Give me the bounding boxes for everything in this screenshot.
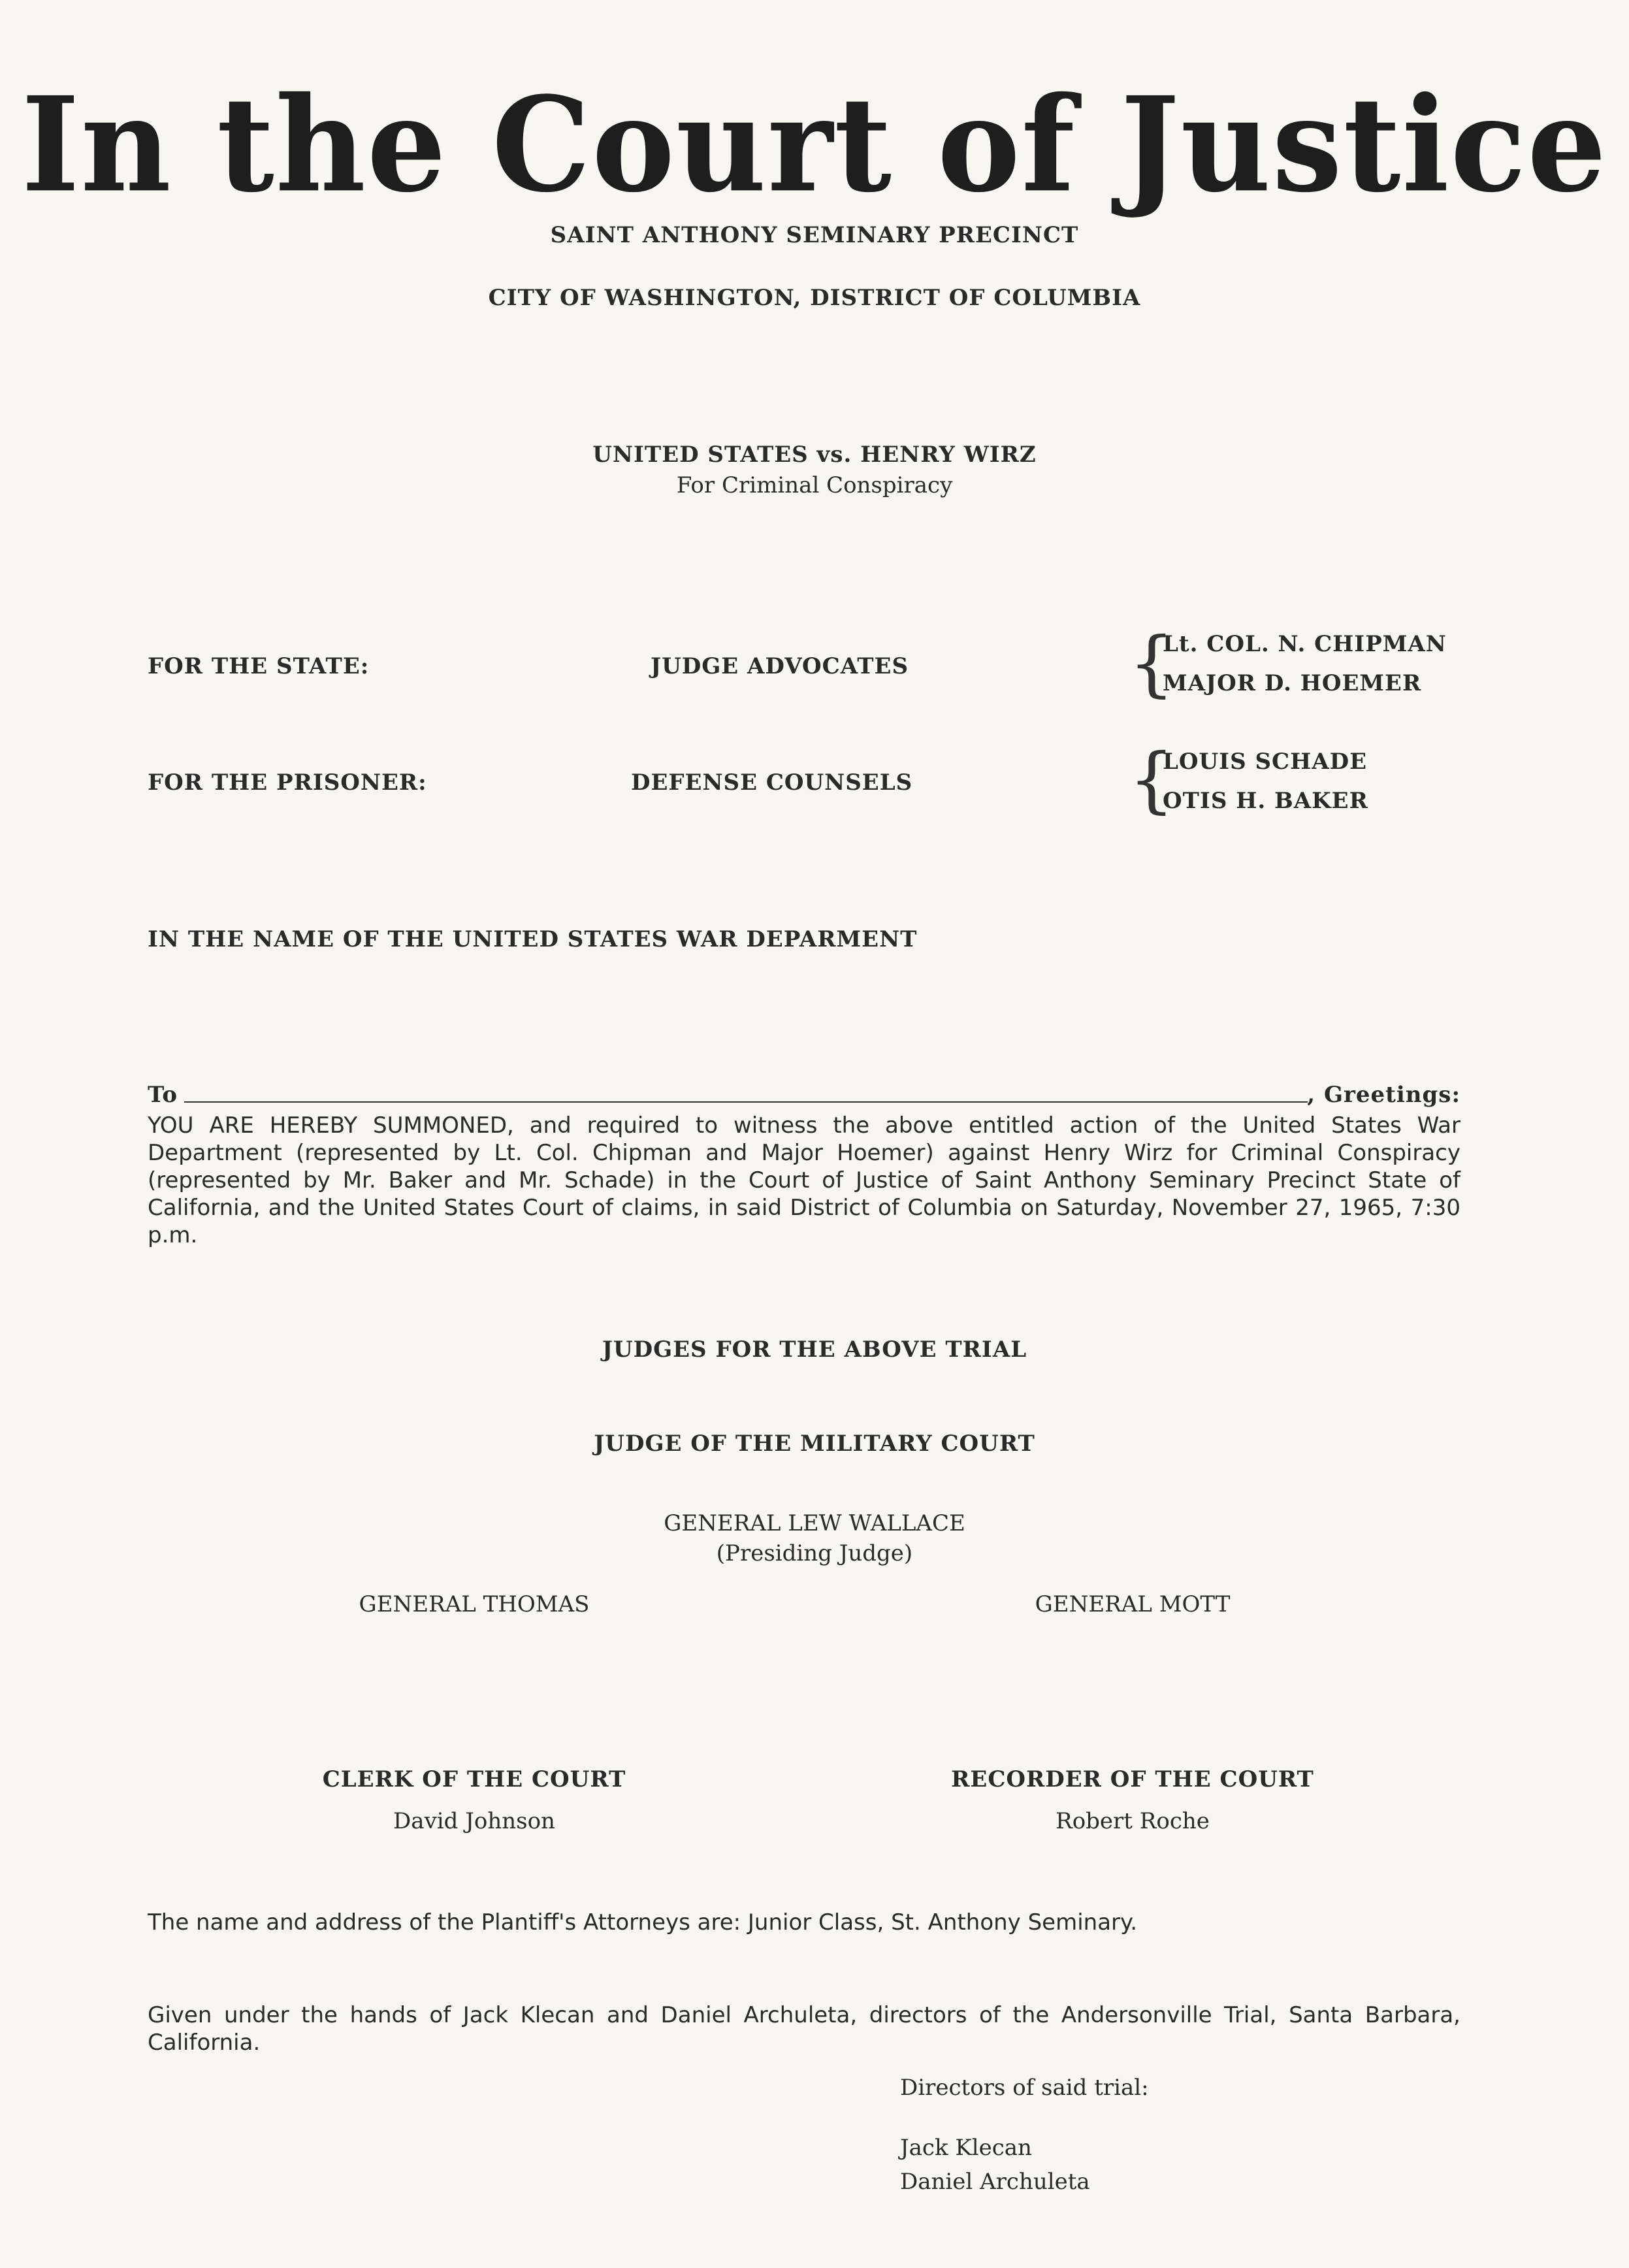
- prisoner-brace-icon: {: [1129, 737, 1174, 821]
- given-text: Given under the hands of Jack Klecan and Daniel Archuleta, directors of the Andersonville Trial, Santa Barbara, California.: [148, 2002, 1460, 2056]
- precinct-heading: SAINT ANTHONY SEMINARY PRECINCT: [550, 222, 1079, 248]
- judge-right: GENERAL MOTT: [1035, 1591, 1231, 1617]
- state-label: FOR THE STATE:: [148, 653, 370, 679]
- prisoner-name-1: LOUIS SCHADE: [1163, 749, 1367, 775]
- attorneys-text: The name and address of the Plantiff's Attorneys are: Junior Class, St. Anthony Seminary.: [148, 1909, 1138, 1936]
- to-label: To: [148, 1082, 178, 1108]
- prisoner-label: FOR THE PRISONER:: [148, 770, 427, 796]
- directors-heading: Directors of said trial:: [900, 2075, 1149, 2101]
- recorder-name: Robert Roche: [1056, 1808, 1210, 1834]
- prisoner-name-2: OTIS H. BAKER: [1163, 788, 1368, 814]
- summons-text: YOU ARE HEREBY SUMMONED, and required to witness the above entitled action of the United States War Department (represented by Lt. Col. Chipman and Major Hoemer) against Henry Wirz for Criminal Conspiracy (represented by Mr. Baker and Mr. Schade) in the Court of Justice of Saint Anthony Seminary Precinct State of California, and the United States Court of claims, in said District of Columbia on Saturday, November 27, 1965, 7:30 p.m.: [148, 1112, 1460, 1248]
- presiding-judge-title: (Presiding Judge): [716, 1540, 913, 1566]
- judge-left: GENERAL THOMAS: [359, 1591, 590, 1617]
- clerk-name: David Johnson: [393, 1808, 555, 1834]
- case-name: UNITED STATES vs. HENRY WIRZ: [592, 442, 1037, 468]
- clerk-heading: CLERK OF THE COURT: [322, 1766, 626, 1792]
- state-brace-icon: {: [1129, 621, 1174, 705]
- state-name-1: Lt. COL. N. CHIPMAN: [1163, 631, 1447, 657]
- to-line: [148, 1082, 1460, 1110]
- department-heading: IN THE NAME OF THE UNITED STATES WAR DEPARMENT: [148, 926, 918, 952]
- presiding-judge-name: GENERAL LEW WALLACE: [664, 1510, 965, 1536]
- page-title: In the Court of Justice: [21, 68, 1608, 221]
- addressee-blank: [184, 1101, 1308, 1103]
- city-heading: CITY OF WASHINGTON, DISTRICT OF COLUMBIA: [488, 285, 1141, 311]
- director-name-2: Daniel Archuleta: [900, 2169, 1090, 2195]
- state-name-2: MAJOR D. HOEMER: [1163, 670, 1422, 696]
- military-court-heading: JUDGE OF THE MILITARY COURT: [594, 1431, 1035, 1457]
- greetings-label: , Greetings:: [1307, 1082, 1460, 1108]
- recorder-heading: RECORDER OF THE COURT: [951, 1766, 1314, 1792]
- director-name-1: Jack Klecan: [900, 2135, 1032, 2161]
- state-role: JUDGE ADVOCATES: [651, 653, 909, 679]
- case-charge: For Criminal Conspiracy: [676, 472, 953, 498]
- judges-heading: JUDGES FOR THE ABOVE TRIAL: [602, 1336, 1027, 1363]
- prisoner-role: DEFENSE COUNSELS: [631, 770, 913, 796]
